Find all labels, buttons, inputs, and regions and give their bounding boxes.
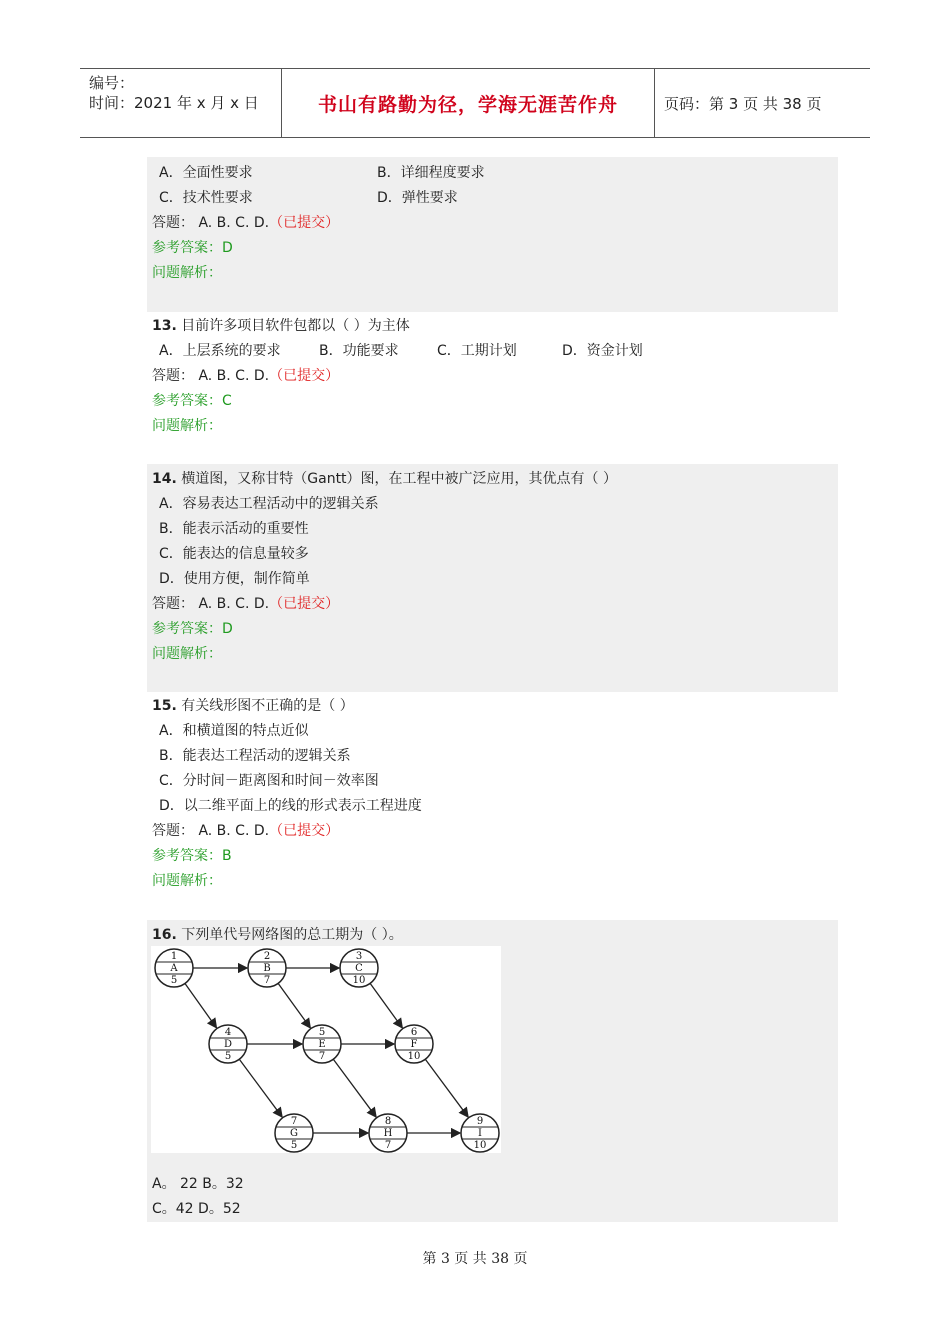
header-motto-cell bbox=[282, 69, 655, 137]
submitted-status: （已提交） bbox=[269, 596, 340, 612]
node-id: 2 bbox=[263, 951, 271, 962]
option-d[interactable]: D．弹性要求 bbox=[377, 190, 458, 206]
analysis-label: 问题解析： bbox=[152, 873, 222, 889]
page-header bbox=[80, 68, 870, 138]
answer-label: 答题： A. B. C. D. bbox=[152, 215, 270, 231]
network-node bbox=[155, 949, 193, 987]
submitted-status: （已提交） bbox=[269, 368, 340, 384]
question-14 bbox=[147, 464, 838, 692]
answer-row bbox=[152, 822, 339, 840]
network-node bbox=[303, 1025, 341, 1063]
node-name: E bbox=[318, 1039, 326, 1050]
option-a[interactable]: A．上层系统的要求 bbox=[159, 343, 281, 359]
node-duration: 5 bbox=[290, 1140, 298, 1151]
dependency-arrow bbox=[333, 1059, 376, 1117]
network-node bbox=[275, 1114, 313, 1152]
question-stem bbox=[152, 470, 617, 488]
question-number: 15. bbox=[152, 698, 177, 714]
answer-label: 答题： A. B. C. D. bbox=[152, 596, 270, 612]
option-d[interactable]: D．使用方便，制作简单 bbox=[159, 571, 310, 587]
node-name: B bbox=[263, 963, 271, 974]
answer-row bbox=[152, 214, 339, 232]
node-name: F bbox=[410, 1039, 418, 1050]
node-duration: 7 bbox=[318, 1051, 326, 1062]
network-diagram-svg bbox=[151, 946, 501, 1153]
dependency-arrow bbox=[278, 983, 310, 1027]
analysis-label: 问题解析： bbox=[152, 418, 222, 434]
node-duration: 7 bbox=[263, 975, 271, 986]
network-node bbox=[209, 1025, 247, 1063]
page-footer: 第 3 页 共 38 页 bbox=[422, 1251, 528, 1267]
question-text: 横道图，又称甘特（Gantt）图，在工程中被广泛应用，其优点有（ ） bbox=[181, 471, 617, 487]
network-node bbox=[395, 1025, 433, 1063]
dependency-arrow bbox=[425, 1059, 468, 1117]
node-id: 3 bbox=[355, 951, 363, 962]
option-d[interactable]: D．以二维平面上的线的形式表示工程进度 bbox=[159, 798, 422, 814]
question-text: 目前许多项目软件包都以（ ）为主体 bbox=[181, 318, 410, 334]
answer-label: 答题： A. B. C. D. bbox=[152, 823, 270, 839]
option-b[interactable]: B．能表达工程活动的逻辑关系 bbox=[159, 748, 351, 764]
network-node bbox=[248, 949, 286, 987]
option-a[interactable]: A．和横道图的特点近似 bbox=[159, 723, 309, 739]
node-duration: 10 bbox=[473, 1140, 487, 1151]
header-motto: 书山有路勤为径，学海无涯苦作舟 bbox=[317, 93, 618, 116]
option-c[interactable]: C．分时间－距离图和时间－效率图 bbox=[159, 773, 379, 789]
question-stem bbox=[152, 697, 354, 715]
header-page-cell bbox=[655, 69, 870, 137]
question-stem bbox=[152, 926, 403, 944]
answer-row bbox=[152, 595, 339, 613]
network-diagram bbox=[151, 946, 501, 1153]
node-duration: 10 bbox=[352, 975, 366, 986]
question-13 bbox=[147, 312, 838, 464]
dependency-arrow bbox=[185, 983, 216, 1027]
node-name: H bbox=[383, 1128, 393, 1139]
option-a[interactable]: A．容易表达工程活动中的逻辑关系 bbox=[159, 496, 379, 512]
question-number: 16. bbox=[152, 927, 177, 943]
option-c[interactable]: C．工期计划 bbox=[437, 343, 517, 359]
question-number: 13. bbox=[152, 318, 177, 334]
node-duration: 5 bbox=[170, 975, 178, 986]
question-text: 下列单代号网络图的总工期为（ ）。 bbox=[181, 927, 403, 943]
network-node bbox=[369, 1114, 407, 1152]
reference-answer: 参考答案：D bbox=[152, 621, 233, 637]
reference-answer: 参考答案：B bbox=[152, 848, 232, 864]
option-d[interactable]: D．资金计划 bbox=[562, 343, 643, 359]
options-line-2[interactable]: C。42 D。52 bbox=[152, 1201, 241, 1217]
reference-answer: 参考答案：D bbox=[152, 240, 233, 256]
node-name: A bbox=[170, 963, 178, 974]
option-a[interactable]: A．全面性要求 bbox=[159, 165, 253, 181]
network-node bbox=[461, 1114, 499, 1152]
option-c[interactable]: C．能表达的信息量较多 bbox=[159, 546, 309, 562]
node-id: 7 bbox=[290, 1116, 298, 1127]
dependency-arrow bbox=[370, 983, 402, 1027]
header-page-info: 页码：第 3 页 共 38 页 bbox=[664, 94, 822, 113]
option-b[interactable]: B．详细程度要求 bbox=[377, 165, 485, 181]
node-duration: 7 bbox=[384, 1140, 392, 1151]
network-node bbox=[340, 949, 378, 987]
node-id: 5 bbox=[318, 1027, 326, 1038]
node-id: 8 bbox=[384, 1116, 392, 1127]
question-12 bbox=[147, 157, 838, 312]
node-name: D bbox=[223, 1039, 233, 1050]
node-duration: 5 bbox=[224, 1051, 232, 1062]
node-name: G bbox=[290, 1128, 298, 1139]
node-name: C bbox=[355, 963, 363, 974]
question-number: 14. bbox=[152, 471, 177, 487]
node-name: I bbox=[478, 1128, 482, 1139]
node-duration: 10 bbox=[407, 1051, 421, 1062]
reference-answer: 参考答案：C bbox=[152, 393, 232, 409]
option-b[interactable]: B．能表示活动的重要性 bbox=[159, 521, 309, 537]
dependency-arrow bbox=[239, 1059, 282, 1117]
question-text: 有关线形图不正确的是（ ） bbox=[181, 698, 354, 714]
node-id: 4 bbox=[224, 1027, 232, 1038]
answer-label: 答题： A. B. C. D. bbox=[152, 368, 270, 384]
node-id: 1 bbox=[170, 951, 178, 962]
time-label: 时间：2021 年 x 月 x 日 bbox=[89, 94, 259, 112]
node-id: 6 bbox=[410, 1027, 418, 1038]
question-stem bbox=[152, 317, 410, 335]
code-label: 编号： bbox=[89, 74, 135, 92]
question-15 bbox=[147, 692, 838, 920]
analysis-label: 问题解析： bbox=[152, 265, 222, 281]
submitted-status: （已提交） bbox=[269, 823, 340, 839]
header-meta bbox=[80, 69, 282, 137]
node-id: 9 bbox=[476, 1116, 484, 1127]
option-c[interactable]: C．技术性要求 bbox=[159, 190, 253, 206]
answer-row bbox=[152, 367, 339, 385]
option-b[interactable]: B．功能要求 bbox=[319, 343, 399, 359]
analysis-label: 问题解析： bbox=[152, 646, 222, 662]
options-line-1[interactable]: A。 22 B。32 bbox=[152, 1176, 244, 1192]
submitted-status: （已提交） bbox=[269, 215, 340, 231]
